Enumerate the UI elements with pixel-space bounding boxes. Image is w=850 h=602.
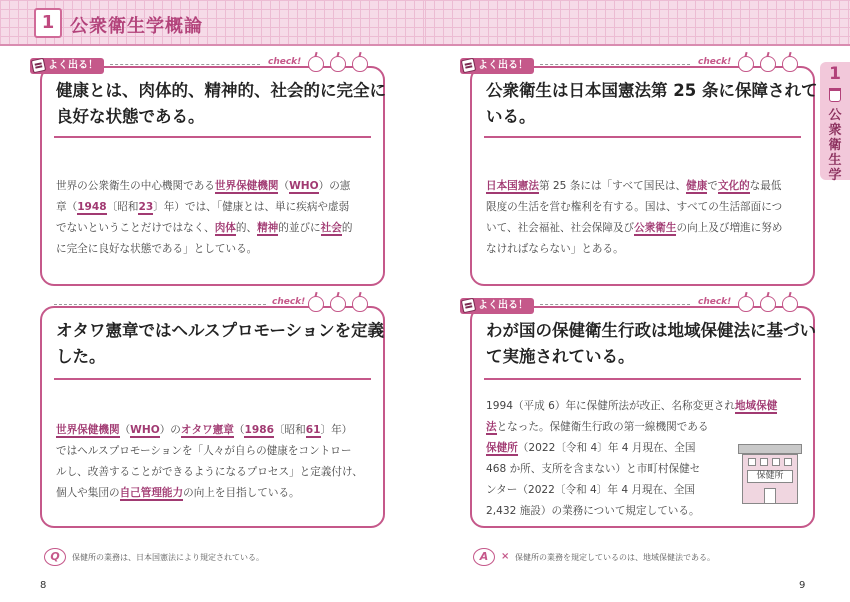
- header-rule: [425, 44, 850, 46]
- card-statement: [56, 318, 385, 370]
- check-row: [540, 56, 810, 74]
- apple-icon[interactable]: [760, 296, 776, 312]
- explanation-line: [486, 176, 803, 197]
- tag-label: よく出る！: [478, 60, 528, 71]
- keyword: 日本国憲法: [486, 180, 539, 192]
- check-dash-line: [540, 304, 690, 305]
- page-number: 8: [40, 580, 47, 591]
- question-text: 保健所の業務は、日本国憲法により規定されている。: [72, 553, 264, 562]
- card-statement: [56, 78, 386, 130]
- answer-badge: A: [473, 548, 495, 566]
- health-center-building-icon: [738, 444, 802, 504]
- keyword: 精神: [257, 222, 279, 234]
- pencil-note-icon: [461, 58, 476, 73]
- keyword: 文化的: [717, 180, 750, 192]
- keyword: 健康: [686, 180, 708, 192]
- side-tab-label: [827, 108, 843, 183]
- apple-icon[interactable]: [330, 56, 346, 72]
- text-segment: 的: [341, 222, 353, 234]
- text-segment: 限度の生活を営む権利を有する。国は、すべての生活部面につ: [486, 201, 783, 213]
- explanation-line: [486, 239, 803, 260]
- text-segment: ンター（2022〔令和 4〕年 4 月現在、全国: [486, 484, 696, 496]
- text-segment: （: [278, 180, 290, 192]
- side-tab-char: 衆: [828, 123, 842, 138]
- statement-line: オタワ憲章ではヘルスプロモーションを定義: [56, 321, 385, 340]
- page-number: 9: [799, 580, 806, 591]
- explanation-line: [56, 420, 373, 441]
- explanation-line: [486, 417, 803, 438]
- text-segment: なければならない」とある。: [486, 243, 624, 255]
- card-explanation: [486, 176, 803, 260]
- text-segment: の向上を目指している。: [183, 487, 300, 499]
- chapter-title: 公衆衛生学概論: [70, 16, 203, 37]
- explanation-line: [486, 501, 803, 522]
- explanation-line: [56, 462, 373, 483]
- explanation-line: [56, 176, 373, 197]
- keyword: 1986: [244, 424, 274, 436]
- explanation-line: [56, 441, 373, 462]
- text-segment: 世界の公衆衛生の中心機関である: [56, 180, 215, 192]
- check-dash-line: [540, 64, 690, 65]
- text-segment: ）の憲: [318, 180, 351, 192]
- answer-text: 保健所の業務を規定しているのは、地域保健法である。: [515, 553, 715, 562]
- explanation-line: [56, 239, 373, 260]
- explanation-line: [486, 218, 803, 239]
- text-segment: （2022〔令和 4〕年 4 月現在、全国: [517, 442, 696, 454]
- building-window: [748, 458, 756, 466]
- text-segment: 章（: [56, 201, 78, 213]
- keyword: 23: [138, 201, 154, 213]
- check-row: [540, 296, 810, 314]
- building-window: [772, 458, 780, 466]
- explanation-line: [486, 396, 803, 417]
- pencil-note-icon: [461, 298, 476, 313]
- text-segment: となった。保健衛生行政の第一線機関である: [496, 421, 709, 433]
- pencil-note-icon: [31, 58, 46, 73]
- building-window: [760, 458, 768, 466]
- apple-icon[interactable]: [782, 56, 798, 72]
- header-rule: [0, 44, 425, 46]
- divider: [54, 378, 371, 380]
- question-badge: Q: [44, 548, 66, 566]
- side-tab-char: 公: [828, 108, 842, 123]
- card-explanation: [56, 420, 373, 504]
- card-explanation: [56, 176, 373, 260]
- apple-icon[interactable]: [738, 56, 754, 72]
- statement-line: した。: [56, 347, 106, 366]
- explanation-line: [56, 197, 373, 218]
- text-segment: 的並びに: [278, 222, 321, 234]
- text-segment: （: [119, 424, 131, 436]
- statement-line: 良好な状態である。: [56, 107, 205, 126]
- card-health-definition: [40, 66, 385, 286]
- side-tab-char: 衛: [828, 138, 842, 153]
- text-segment: ）の: [159, 424, 181, 436]
- keyword: 地域保健: [734, 400, 778, 412]
- frequent-tag: [460, 298, 534, 314]
- text-segment: いて、社会福祉、社会保障及び: [486, 222, 635, 234]
- text-segment: な最低: [749, 180, 782, 192]
- keyword: 法: [486, 421, 497, 433]
- chapter-side-tab[interactable]: [820, 62, 850, 183]
- building-window: [784, 458, 792, 466]
- side-tab-char: 学: [828, 168, 842, 183]
- text-segment: 〔昭和: [106, 201, 139, 213]
- divider: [54, 136, 371, 138]
- explanation-line: [56, 218, 373, 239]
- side-tab-char: 生: [828, 153, 842, 168]
- side-tab-number: 1: [829, 64, 841, 84]
- apple-icon[interactable]: [782, 296, 798, 312]
- statement-line: 健康とは、肉体的、精神的、社会的に完全に: [56, 81, 386, 100]
- keyword: WHO: [289, 180, 319, 192]
- header-strip: [0, 0, 425, 44]
- text-segment: ではヘルスプロモーションを「人々が自らの健康をコントロー: [56, 445, 352, 457]
- frequent-tag: [460, 58, 534, 74]
- keyword: 保健所: [486, 442, 518, 454]
- tag-label: よく出る！: [478, 300, 528, 311]
- frequent-tag: [30, 58, 104, 74]
- keyword: 公衆衛生: [634, 222, 677, 234]
- keyword: 61: [305, 424, 321, 436]
- apple-icon[interactable]: [738, 296, 754, 312]
- statement-line: わが国の保健衛生行政は地域保健法に基づい: [486, 321, 816, 340]
- keyword: 世界保健機関: [56, 424, 120, 436]
- text-segment: 468 か所、支所を含まない）と市町村保健セ: [486, 463, 701, 475]
- divider: [484, 136, 801, 138]
- text-segment: に完全に良好な状態である」としている。: [56, 243, 258, 255]
- card-statement: [486, 318, 816, 370]
- text-segment: でないということだけではなく、: [56, 222, 215, 234]
- right-page: [425, 0, 850, 602]
- keyword: WHO: [130, 424, 160, 436]
- check-row: [40, 296, 380, 314]
- keyword: 世界保健機関: [214, 180, 279, 192]
- cross-mark: ×: [501, 551, 510, 562]
- text-segment: ルし、改善することができるようになるプロセス」と定義付け、: [56, 466, 363, 478]
- text-segment: 第 25 条には「すべて国民は、: [538, 180, 687, 192]
- statement-line: 公衆衛生は日本国憲法第 25 条に保障されて: [486, 81, 818, 100]
- tag-label: よく出る！: [48, 60, 98, 71]
- text-segment: 〕年）では、「健康とは、単に疾病や虚弱: [153, 201, 350, 213]
- apple-icon[interactable]: [760, 56, 776, 72]
- keyword: 自己管理能力: [119, 487, 184, 499]
- apple-icon[interactable]: [308, 296, 324, 312]
- text-segment: で: [707, 180, 718, 192]
- check-row: [110, 56, 380, 74]
- text-segment: 〔昭和: [273, 424, 306, 436]
- text-segment: 1994（平成 6）年に保健所法が改正、名称変更され: [486, 400, 735, 412]
- explanation-line: [56, 483, 373, 504]
- explanation-line: [486, 197, 803, 218]
- check-label: check!: [272, 297, 306, 307]
- chapter-number-box: 1: [34, 8, 62, 38]
- card-statement: [486, 78, 818, 130]
- statement-line: て実施されている。: [486, 347, 635, 366]
- text-segment: 2,432 施設）の業務について規定している。: [486, 505, 700, 517]
- text-segment: 個人や集団の: [56, 487, 120, 499]
- text-segment: 的、: [235, 222, 258, 234]
- keyword: 社会: [320, 222, 342, 234]
- text-segment: の向上及び増進に努め: [676, 222, 783, 234]
- apple-icon[interactable]: [352, 56, 368, 72]
- card-constitution-article: [470, 66, 818, 286]
- apple-icon[interactable]: [352, 296, 368, 312]
- building-door: [764, 488, 776, 504]
- building-sign: 保健所: [747, 470, 793, 483]
- check-label: check!: [268, 57, 302, 67]
- cup-icon: [829, 88, 841, 102]
- apple-icon[interactable]: [308, 56, 324, 72]
- keyword: オタワ憲章: [180, 424, 234, 436]
- check-dash-line: [54, 304, 266, 305]
- text-segment: 〕年）: [320, 424, 353, 436]
- keyword: 肉体: [214, 222, 236, 234]
- check-label: check!: [698, 297, 732, 307]
- apple-icon[interactable]: [330, 296, 346, 312]
- card-community-health-act: [470, 306, 815, 528]
- divider: [484, 378, 801, 380]
- check-dash-line: [110, 64, 260, 65]
- check-label: check!: [698, 57, 732, 67]
- keyword: 1948: [77, 201, 107, 213]
- card-ottawa-charter: [40, 306, 385, 528]
- building-roof: [738, 444, 802, 454]
- statement-line: いる。: [486, 107, 536, 126]
- text-segment: （: [233, 424, 245, 436]
- header-strip: [425, 0, 850, 44]
